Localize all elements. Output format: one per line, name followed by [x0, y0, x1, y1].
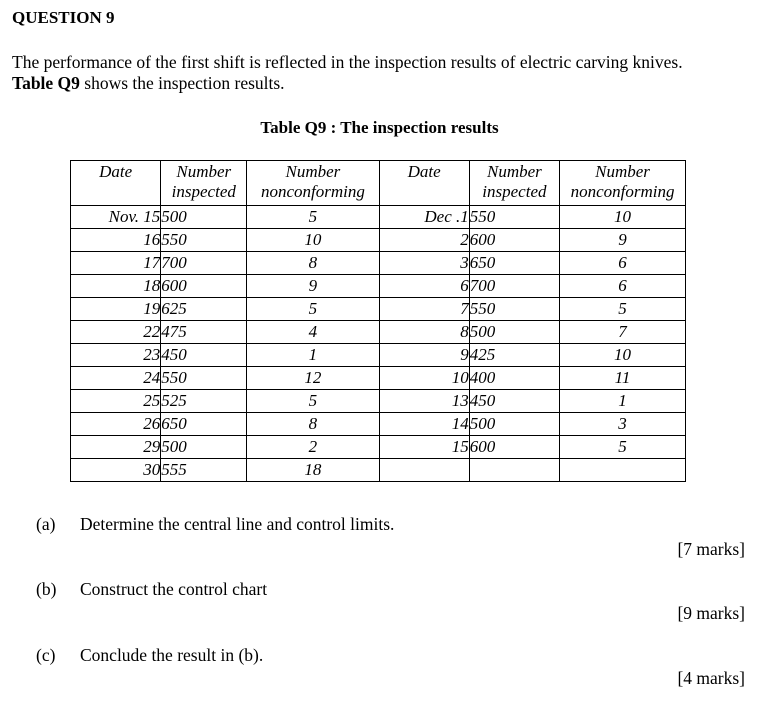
nonconforming-cell: 18 — [247, 459, 379, 482]
table-row — [71, 367, 686, 390]
inspected-cell-2: 700 — [469, 275, 559, 298]
date-cell: 26 — [71, 413, 161, 436]
date-cell-2: Dec .1 — [379, 206, 469, 229]
nonconforming-cell-2: 11 — [560, 367, 686, 390]
date-cell-2: 7 — [379, 298, 469, 321]
nonconforming-cell-2: 10 — [560, 206, 686, 229]
nonconforming-cell-2 — [560, 459, 686, 482]
question-a-marks: [7 marks] — [677, 539, 745, 559]
question-c-label: (c) — [36, 645, 56, 665]
nonconforming-cell-2: 6 — [560, 275, 686, 298]
question-b-marks: [9 marks] — [677, 603, 745, 623]
table-row — [71, 459, 686, 482]
table-header-row — [71, 161, 686, 206]
inspected-cell: 625 — [161, 298, 247, 321]
nonconforming-cell: 2 — [247, 436, 379, 459]
question-b — [36, 579, 267, 600]
table-row — [71, 298, 686, 321]
header-number-nonconforming: Number nonconforming — [247, 161, 379, 206]
nonconforming-cell-2: 6 — [560, 252, 686, 275]
inspected-cell-2: 450 — [469, 390, 559, 413]
inspected-cell: 500 — [161, 436, 247, 459]
nonconforming-cell: 5 — [247, 390, 379, 413]
inspected-cell: 525 — [161, 390, 247, 413]
date-cell: 17 — [71, 252, 161, 275]
header-date-2: Date — [379, 161, 469, 206]
inspected-cell-2: 550 — [469, 206, 559, 229]
date-cell-2: 10 — [379, 367, 469, 390]
inspected-cell: 555 — [161, 459, 247, 482]
table-row — [71, 206, 686, 229]
inspected-cell-2: 500 — [469, 321, 559, 344]
date-cell-2 — [379, 459, 469, 482]
nonconforming-cell-2: 9 — [560, 229, 686, 252]
inspected-cell: 600 — [161, 275, 247, 298]
table-row — [71, 344, 686, 367]
table-row — [71, 321, 686, 344]
question-c-marks: [4 marks] — [677, 668, 745, 688]
header-number-inspected-2: Number inspected — [469, 161, 559, 206]
table-row — [71, 275, 686, 298]
nonconforming-cell: 8 — [247, 252, 379, 275]
table-row — [71, 252, 686, 275]
inspected-cell-2: 600 — [469, 229, 559, 252]
nonconforming-cell: 5 — [247, 298, 379, 321]
date-cell-2: 6 — [379, 275, 469, 298]
nonconforming-cell-2: 5 — [560, 298, 686, 321]
header-number-inspected: Number inspected — [161, 161, 247, 206]
nonconforming-cell: 10 — [247, 229, 379, 252]
date-cell-2: 8 — [379, 321, 469, 344]
date-cell: 19 — [71, 298, 161, 321]
question-intro — [12, 52, 762, 94]
inspected-cell: 700 — [161, 252, 247, 275]
date-cell: 24 — [71, 367, 161, 390]
nonconforming-cell: 5 — [247, 206, 379, 229]
table-row — [71, 436, 686, 459]
date-cell-2: 13 — [379, 390, 469, 413]
header-date: Date — [71, 161, 161, 206]
table-body — [71, 206, 686, 482]
nonconforming-cell-2: 7 — [560, 321, 686, 344]
table-caption: Table Q9 : The inspection results — [260, 118, 499, 137]
nonconforming-cell: 9 — [247, 275, 379, 298]
date-cell-2: 3 — [379, 252, 469, 275]
table-row — [71, 229, 686, 252]
inspected-cell-2: 650 — [469, 252, 559, 275]
inspected-cell: 500 — [161, 206, 247, 229]
date-cell: 22 — [71, 321, 161, 344]
nonconforming-cell: 12 — [247, 367, 379, 390]
nonconforming-cell: 8 — [247, 413, 379, 436]
nonconforming-cell-2: 5 — [560, 436, 686, 459]
intro-line-2-rest: shows the inspection results. — [79, 73, 285, 93]
question-b-label: (b) — [36, 579, 57, 599]
date-cell-2: 14 — [379, 413, 469, 436]
question-heading: QUESTION 9 — [12, 8, 115, 27]
date-cell: 29 — [71, 436, 161, 459]
date-cell-2: 15 — [379, 436, 469, 459]
intro-line-1: The performance of the first shift is reflected in the inspection results of electric carving knives. — [12, 52, 683, 72]
header-number-nonconforming-2: Number nonconforming — [560, 161, 686, 206]
inspected-cell-2: 425 — [469, 344, 559, 367]
question-a-label: (a) — [36, 514, 56, 534]
question-a-text: Determine the central line and control limits. — [80, 514, 395, 534]
inspected-cell: 650 — [161, 413, 247, 436]
inspected-cell: 550 — [161, 229, 247, 252]
date-cell-2: 2 — [379, 229, 469, 252]
inspected-cell-2: 400 — [469, 367, 559, 390]
question-c-text: Conclude the result in (b). — [80, 645, 264, 665]
nonconforming-cell-2: 1 — [560, 390, 686, 413]
intro-line-2 — [12, 73, 762, 94]
table-row — [71, 390, 686, 413]
date-cell: 25 — [71, 390, 161, 413]
date-cell-2: 9 — [379, 344, 469, 367]
date-cell: 23 — [71, 344, 161, 367]
question-b-text: Construct the control chart — [80, 579, 268, 599]
inspected-cell: 450 — [161, 344, 247, 367]
question-c — [36, 645, 263, 666]
nonconforming-cell: 1 — [247, 344, 379, 367]
date-cell: 16 — [71, 229, 161, 252]
question-a — [36, 514, 394, 535]
nonconforming-cell-2: 3 — [560, 413, 686, 436]
table-reference: Table Q9 — [12, 73, 80, 93]
inspected-cell: 550 — [161, 367, 247, 390]
date-cell: 18 — [71, 275, 161, 298]
inspected-cell-2: 500 — [469, 413, 559, 436]
inspected-cell: 475 — [161, 321, 247, 344]
inspected-cell-2: 550 — [469, 298, 559, 321]
date-cell: 30 — [71, 459, 161, 482]
nonconforming-cell-2: 10 — [560, 344, 686, 367]
inspection-results-table — [70, 160, 686, 482]
inspected-cell-2: 600 — [469, 436, 559, 459]
table-row — [71, 413, 686, 436]
date-cell: Nov. 15 — [71, 206, 161, 229]
nonconforming-cell: 4 — [247, 321, 379, 344]
inspected-cell-2 — [469, 459, 559, 482]
